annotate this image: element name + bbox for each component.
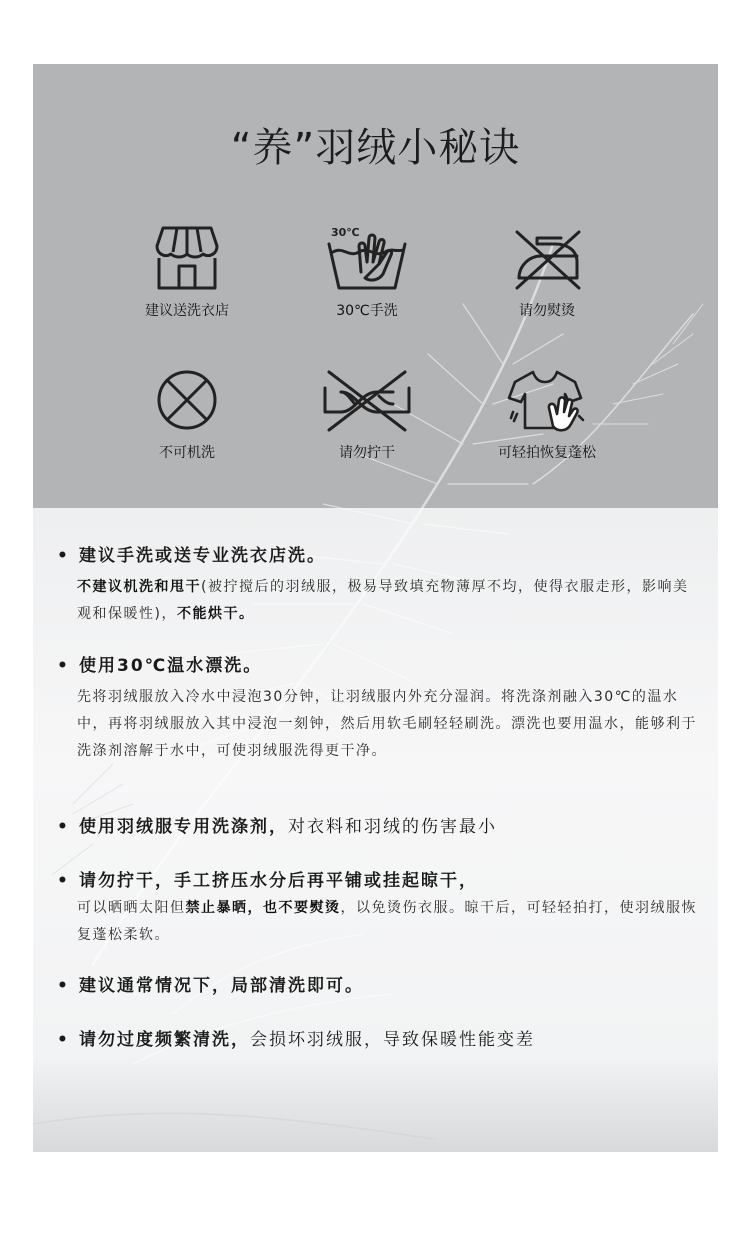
no-iron-icon: [511, 222, 583, 294]
tip-warm-water-rinse: [57, 654, 697, 765]
tip-body: [77, 574, 697, 628]
bullet-icon: •: [57, 546, 70, 566]
care-guide-panel: [33, 64, 718, 1152]
bullet-icon: •: [57, 656, 70, 676]
tip-heading: [57, 1028, 697, 1052]
bullet-icon: •: [57, 817, 70, 837]
icon-label: 可轻拍恢复蓬松: [498, 445, 596, 461]
tip-body: 先将羽绒服放入冷水中浸泡30分钟，让羽绒服内外充分湿润。将洗涤剂融入30℃的温水中，再将羽绒服放入其中浸泡一刻钟，然后用软毛刷轻轻刷洗。漂洗也要用温水，能够利于洗涤剂溶解于水中，可使羽绒服洗得更干净。: [77, 689, 697, 759]
tip-body-text: ，以免烫伤衣服。晾干后，可轻轻拍打，使羽绒服恢复蓬松柔软。: [77, 900, 697, 943]
no-wring-icon: [321, 364, 413, 436]
tip-heading-text: 使用羽绒服专用洗涤剂，: [79, 817, 288, 837]
hand-wash-icon: [325, 222, 409, 294]
icon-item-pat-shirt: [467, 364, 627, 462]
tip-partial-cleaning: [57, 974, 697, 998]
icon-label: 建议送洗衣店: [145, 303, 229, 319]
pat-shirt-icon: [505, 364, 589, 436]
tip-heading-rest: 会损坏羽绒服，导致保暖性能变差: [250, 1030, 535, 1050]
wash-temperature-text: 30℃: [331, 226, 360, 239]
icon-item-no-iron: [467, 222, 627, 320]
icon-item-no-machine-wash: [107, 364, 267, 462]
tip-no-wring: [57, 869, 697, 949]
page-title: “养”羽绒小秘诀: [230, 125, 521, 171]
tip-body: [77, 895, 697, 949]
tip-avoid-frequent-washing: [57, 1028, 697, 1052]
tip-body-emphasis: 不能烘干。: [176, 606, 255, 622]
icon-label: 30℃手洗: [336, 303, 398, 319]
bullet-icon: •: [57, 871, 70, 891]
laundry-shop-icon: [153, 222, 221, 294]
icon-label: 请勿熨烫: [519, 303, 575, 319]
bullet-icon: •: [57, 1030, 70, 1050]
tip-hand-wash-or-laundry: [57, 544, 697, 628]
tip-heading: [57, 974, 697, 998]
tip-heading: [57, 815, 697, 839]
tip-heading-text: 请勿拧干，手工挤压水分后再平铺或挂起晾干，: [79, 871, 478, 891]
icon-label: 不可机洗: [159, 445, 215, 461]
tip-body-text: (被拧搅后的羽绒服，极易导致填充物薄厚不均，使得衣服走形，影响美观和保暖性)，: [77, 579, 689, 622]
icon-item-laundry-shop: [107, 222, 267, 320]
tip-heading-text: 请勿过度频繁清洗，: [79, 1030, 250, 1050]
bullet-icon: •: [57, 976, 70, 996]
tip-heading: [57, 654, 697, 678]
tip-special-detergent: [57, 815, 697, 839]
icon-item-hand-wash: [287, 222, 447, 320]
icon-item-no-wring: [287, 364, 447, 462]
tip-heading-text: 建议手洗或送专业洗衣店洗。: [79, 546, 326, 566]
tip-heading: [57, 869, 697, 893]
tip-body-emphasis: 不建议机洗和甩干: [77, 579, 201, 595]
tip-body-text: 可以晒晒太阳但: [77, 900, 186, 916]
tip-heading-text: 建议通常情况下，局部清洗即可。: [79, 976, 364, 996]
no-machine-wash-icon: [153, 364, 221, 436]
tip-heading: [57, 544, 697, 568]
tip-heading-text: 使用30℃温水漂洗。: [79, 656, 263, 676]
tip-body-emphasis: 禁止暴晒，也不要熨烫: [185, 900, 341, 916]
icon-label: 请勿拧干: [339, 445, 395, 461]
tip-heading-rest: 对衣料和羽绒的伤害最小: [288, 817, 497, 837]
